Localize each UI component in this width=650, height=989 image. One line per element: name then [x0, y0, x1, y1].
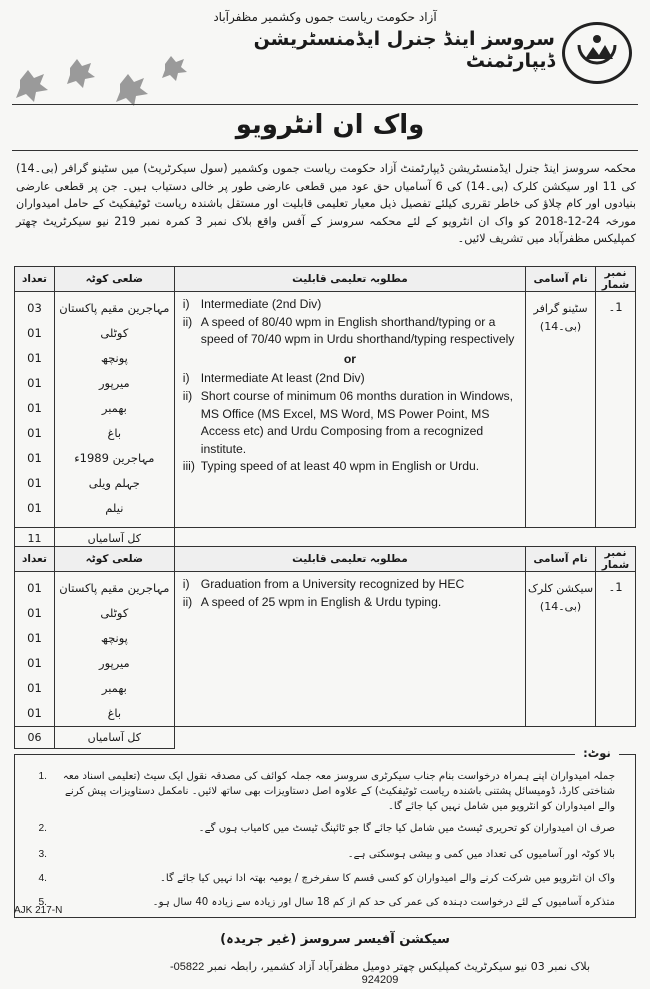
- qty-cell: [15, 572, 55, 727]
- header-qualification: مطلوبہ تعلیمی قابلیت: [174, 267, 525, 292]
- header-post: نام آسامی: [526, 547, 596, 572]
- notes-box: [14, 746, 636, 918]
- district-cell: [54, 572, 174, 727]
- serial-number: 1۔: [596, 572, 636, 727]
- qualification-cell: [174, 572, 525, 727]
- qty-value: 01: [27, 631, 42, 645]
- qualification-item: ii) Short course of minimum 06 months duration in Windows, MS Office (MS Excel, MS Word, MS Power Point, MS Access etc) and Urdu Composing from a recognized institute.: [182, 388, 514, 456]
- notes-title: نوٹ:: [575, 746, 619, 762]
- qty-value: 01: [27, 476, 42, 490]
- district-name: جہلم ویلی: [88, 476, 140, 490]
- qty-value: 01: [27, 376, 42, 390]
- address-text: بلاک نمبر 03 نیو سیکرٹریٹ کمپلیکس چھتر دومیل مظفرآباد آزاد کشمیر، رابطہ نمبر: [207, 960, 591, 973]
- total-label: کل آسامیاں: [54, 528, 174, 550]
- district-name: بھمبر: [101, 681, 127, 695]
- qty-value: 03: [27, 301, 42, 315]
- district-name: مہاجرین مقیم پاکستان: [59, 301, 170, 315]
- district-name: بھمبر: [101, 401, 127, 415]
- header-qty: تعداد: [15, 547, 55, 572]
- government-emblem-icon: [562, 22, 632, 84]
- header-sno: نمبر شمار: [596, 267, 636, 292]
- total-label: کل آسامیاں: [54, 727, 174, 749]
- post-name: سیکشن کلرک (بی۔14): [526, 572, 596, 727]
- phone-number: 05822-924209: [169, 961, 399, 986]
- header-district: ضلعی کوٹہ: [54, 547, 174, 572]
- qty-value: 01: [27, 426, 42, 440]
- total-row: [15, 727, 636, 749]
- district-name: کوٹلی: [100, 326, 129, 340]
- qualification-item: i) Intermediate At least (2nd Div): [182, 371, 365, 386]
- serial-number: 1۔: [596, 292, 636, 528]
- qualification-item: i) Intermediate (2nd Div): [182, 297, 322, 311]
- total-qty: 06: [15, 727, 55, 749]
- stenographer-table: [14, 266, 636, 550]
- qualification-item: ii) A speed of 80/40 wpm in English shorthand/typing or a speed of 70/40 wpm in Urdu shorthand/typing respectively: [182, 314, 515, 347]
- qualification-item: iii) Typing speed of at least 40 wpm in English or Urdu.: [182, 459, 480, 474]
- note-item: واک ان انٹرویو میں شرکت کرنے والے امیدواران کو کسی قسم کا سفرخرچ / یومیہ بھتہ ادا نہیں کیا جائے گا۔ 4.: [38, 873, 615, 884]
- district-name: میرپور: [99, 656, 130, 670]
- department-name: سروسز اینڈ جنرل ایڈمنسٹریشن ڈیپارٹمنٹ: [253, 28, 555, 72]
- district-cell: [54, 292, 174, 528]
- qty-value: 01: [27, 501, 42, 515]
- header-qty: تعداد: [15, 267, 55, 292]
- note-item: بالا کوٹہ اور آسامیوں کی تعداد میں کمی و بیشی ہوسکتی ہے۔ 3.: [38, 849, 615, 860]
- district-name: کوٹلی: [100, 606, 129, 620]
- district-name: نیلم: [105, 501, 124, 515]
- qty-value: 01: [27, 351, 42, 365]
- table-header-row: [15, 547, 636, 572]
- reference-number: AJK 217-N: [14, 905, 63, 916]
- note-item: صرف ان امیدواران کو تحریری ٹیسٹ میں شامل کیا جائے گا جو ٹائپنگ ٹیسٹ میں کامیاب ہوں گے۔ 2.: [38, 823, 615, 834]
- qualification-cell: [174, 292, 525, 528]
- or-separator: or: [343, 351, 357, 366]
- district-name: باغ: [107, 426, 122, 440]
- note-item: متذکرہ آسامیوں کے لئے درخواست دہندہ کی عمر کی حد کم از کم 18 سال اور زیادہ سے زیادہ 40 سال ہو۔ 5.: [38, 897, 615, 908]
- qualification-item: ii) A speed of 25 wpm in English & Urdu typing.: [182, 594, 442, 609]
- page-title: واک ان انٹرویو: [235, 110, 425, 140]
- table-row: [15, 292, 636, 528]
- header-divider: [12, 104, 638, 105]
- qty-value: 01: [27, 656, 42, 670]
- header-post: نام آسامی: [526, 267, 596, 292]
- header: [0, 0, 650, 110]
- qty-value: 01: [27, 681, 42, 695]
- footer: [0, 922, 650, 989]
- header-qualification: مطلوبہ تعلیمی قابلیت: [174, 547, 525, 572]
- leaf-decoration: [0, 50, 240, 110]
- qualification-item: i) Graduation from a University recognized by HEC: [182, 577, 465, 591]
- district-name: مہاجرین 1989ء: [74, 451, 155, 465]
- district-name: پونچھ: [100, 351, 128, 365]
- qty-value: 01: [27, 606, 42, 620]
- header-sno: نمبر شمار: [596, 547, 636, 572]
- qty-value: 01: [27, 401, 42, 415]
- qty-cell: [15, 292, 55, 528]
- district-name: پونچھ: [100, 631, 128, 645]
- section-clerk-table: [14, 546, 636, 749]
- qty-value: 01: [27, 581, 42, 595]
- note-item: جملہ امیدواران اپنے ہمراہ درخواست بنام جناب سیکرٹری سروسز معہ جملہ کوائف کی مصدقہ نقول ایک سیٹ (تعلیمی اسناد معہ شناختی کارڈ، ڈومیسائل پشتنی باشندہ ریاست ٹوٹیفکیٹ) کے علاوہ اصل دستاویزات بھی ساتھ لائیں۔ نامکمل دستاویزات پیش کرنے والے امیدواران کو انٹرویو میں شامل نہیں کیا جائے گا۔ 1.: [38, 771, 615, 812]
- table-header-row: [15, 267, 636, 292]
- post-name: سٹینو گرافر (بی۔14): [526, 292, 596, 528]
- address: [160, 960, 600, 986]
- district-name: میرپور: [99, 376, 130, 390]
- government-subtitle: آزاد حکومت ریاست جموں وکشمیر مظفرآباد: [213, 10, 437, 24]
- qty-value: 01: [27, 326, 42, 340]
- table-row: [15, 572, 636, 727]
- qty-value: 01: [27, 451, 42, 465]
- total-qty: 11: [15, 528, 55, 550]
- signatory: سیکشن آفیسر سروسز (غیر جریدہ): [220, 932, 450, 947]
- district-name: باغ: [107, 706, 122, 720]
- header-district: ضلعی کوٹہ: [54, 267, 174, 292]
- intro-paragraph: محکمہ سروسز اینڈ جنرل ایڈمنسٹریشن ڈیپارٹمنٹ آزاد حکومت ریاست جموں وکشمیر (سول سیکرٹریٹ) میں سٹینو گرافر (بی۔14) کی 11 اور سیکشن کلرک (بی۔14) کی 6 آسامیاں حق عود میں قطعی عارضی طور پر خالی دستیاب ہیں۔ جن پر قطعی عارضی بنیادوں اور کام چلاؤ کی خاطر تقرری کیلئے تفصیل ذیل معیار تعلیمی قابلیت اور مستقل باشندہ ریاست ٹوٹیفکیٹ کے حامل امیدواران مورخہ 24-12-2018 کو واک ان انٹرویو کے لئے محکمہ سروسز کے آفس واقع بلاک نمبر 3 کمرہ نمبر 219 نیو سیکرٹریٹ چھتر کمپلیکس مظفرآباد میں تشریف لائیں۔: [16, 162, 637, 246]
- title-divider: [12, 150, 638, 151]
- qty-value: 01: [27, 706, 42, 720]
- district-name: مہاجرین مقیم پاکستان: [59, 581, 170, 595]
